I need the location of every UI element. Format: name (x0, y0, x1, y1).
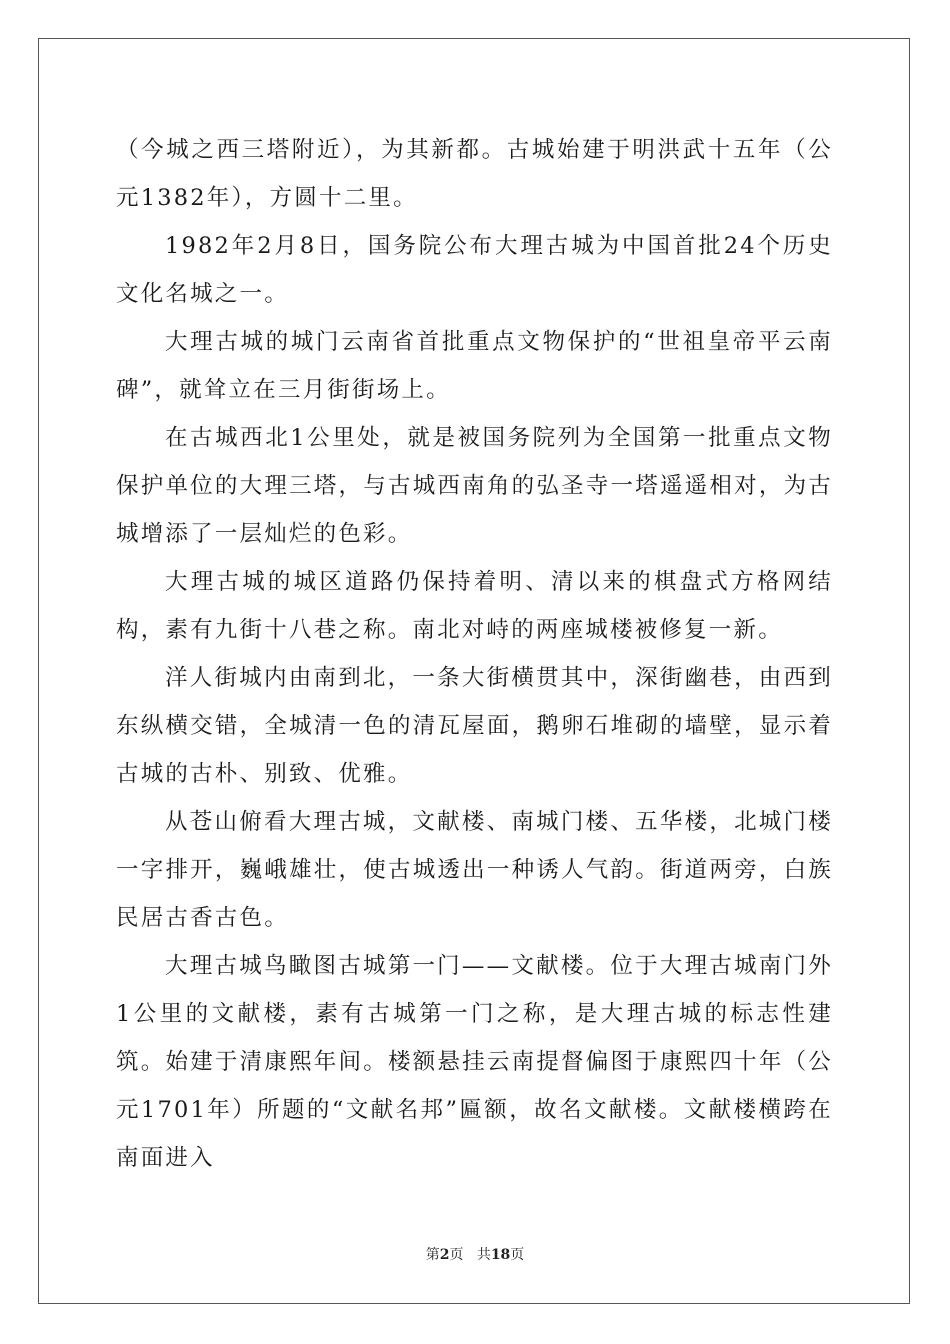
paragraph-continuation: （今城之西三塔附近），为其新都。古城始建于明洪武十五年（公元1382年），方圆十二里。 (116, 137, 833, 211)
page-footer (0, 1244, 950, 1264)
document-body (116, 126, 833, 1182)
total-prefix: 共 (476, 1247, 491, 1263)
page-suffix: 页 (449, 1247, 464, 1263)
page-total: 18 (490, 1247, 511, 1263)
paragraph: 从苍山俯看大理古城，文献楼、南城门楼、五华楼，北城门楼一字排开，巍峨雄壮，使古城透出一种诱人气韵。街道两旁，白族民居古香古色。 (116, 809, 833, 931)
page-prefix: 第 (425, 1247, 440, 1263)
paragraph: 大理古城的城门云南省首批重点文物保护的“世祖皇帝平云南碑”，就耸立在三月街街场上。 (116, 329, 833, 403)
paragraph: 大理古城的城区道路仍保持着明、清以来的棋盘式方格网结构，素有九街十八巷之称。南北对峙的两座城楼被修复一新。 (116, 569, 833, 643)
page-current: 2 (439, 1247, 450, 1263)
paragraph: 洋人街城内由南到北，一条大街横贯其中，深街幽巷，由西到东纵横交错，全城清一色的清瓦屋面，鹅卵石堆砌的墙壁，显示着古城的古朴、别致、优雅。 (116, 665, 833, 787)
paragraph: 大理古城鸟瞰图古城第一门——文献楼。位于大理古城南门外1公里的文献楼，素有古城第一门之称，是大理古城的标志性建筑。始建于清康熙年间。楼额悬挂云南提督偏图于康熙四十年（公元1701年）所题的“文献名邦”匾额，故名文献楼。文献楼横跨在南面进入 (116, 953, 833, 1171)
total-suffix: 页 (510, 1247, 525, 1263)
paragraph: 在古城西北1公里处，就是被国务院列为全国第一批重点文物保护单位的大理三塔，与古城西南角的弘圣寺一塔遥遥相对，为古城增添了一层灿烂的色彩。 (116, 425, 833, 547)
paragraph: 1982年2月8日，国务院公布大理古城为中国首批24个历史文化名城之一。 (116, 233, 833, 307)
